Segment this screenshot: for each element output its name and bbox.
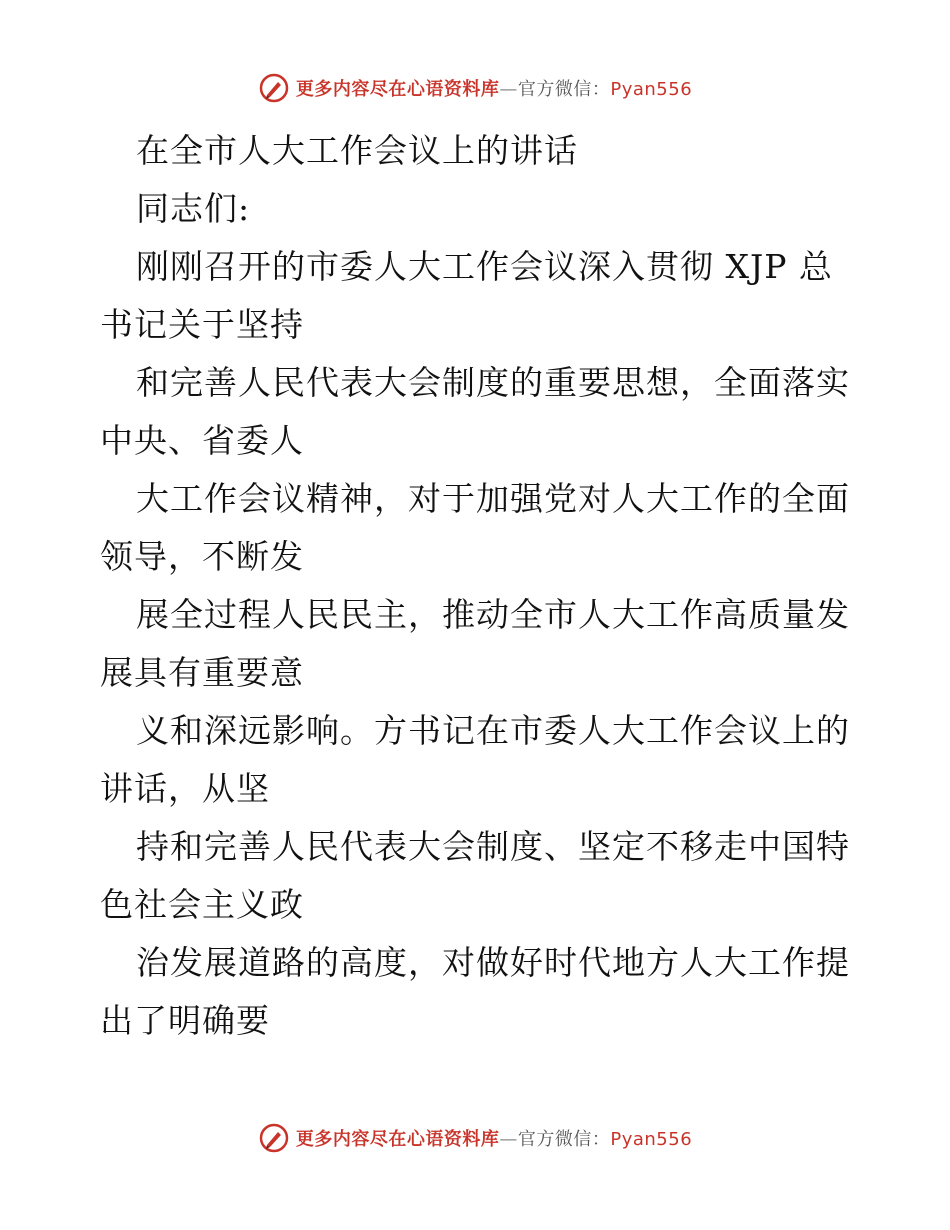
watermark-official: 官方微信：	[517, 79, 611, 100]
pen-circle-icon	[258, 1122, 290, 1154]
watermark-separator: —	[499, 1129, 518, 1150]
document-body	[100, 122, 860, 1050]
watermark-official: 官方微信：	[517, 1129, 611, 1150]
paragraph-line: 大工作会议精神，对于加强党对人大工作的全面	[136, 479, 850, 518]
watermark-text	[296, 75, 692, 101]
paragraph-line: 治发展道路的高度，对做好时代地方人大工作提	[136, 943, 850, 982]
paragraph-line: 中央、省委人	[100, 421, 304, 460]
paragraph-line: 展全过程人民民主，推动全市人大工作高质量发	[136, 595, 850, 634]
paragraph-line: 展具有重要意	[100, 653, 304, 692]
watermark-text	[296, 1125, 692, 1151]
salutation: 同志们:	[136, 189, 251, 228]
paragraph-line: 领导，不断发	[100, 537, 304, 576]
watermark-wechat-id: Pyan556	[610, 1129, 693, 1150]
paragraph-line: 讲话，从坚	[100, 769, 270, 808]
footer-watermark	[0, 1122, 950, 1154]
paragraph-line: 持和完善人民代表大会制度、坚定不移走中国特	[136, 827, 850, 866]
watermark-separator: —	[499, 79, 518, 100]
paragraph-line: 色社会主义政	[100, 885, 304, 924]
watermark-wechat-id: Pyan556	[610, 79, 693, 100]
paragraph-line: 和完善人民代表大会制度的重要思想，全面落实	[136, 363, 850, 402]
paragraph-line: 书记关于坚持	[100, 305, 304, 344]
paragraph-line: 义和深远影响。方书记在市委人大工作会议上的	[136, 711, 850, 750]
watermark-brand: 更多内容尽在心语资料库	[295, 1129, 500, 1150]
paragraph-line: 出了明确要	[100, 1001, 270, 1040]
header-watermark	[0, 72, 950, 104]
pen-circle-icon	[258, 72, 290, 104]
paragraph-line: 刚刚召开的市委人大工作会议深入贯彻 XJP 总	[136, 247, 833, 286]
document-title: 在全市人大工作会议上的讲话	[136, 131, 578, 170]
watermark-brand: 更多内容尽在心语资料库	[295, 79, 500, 100]
